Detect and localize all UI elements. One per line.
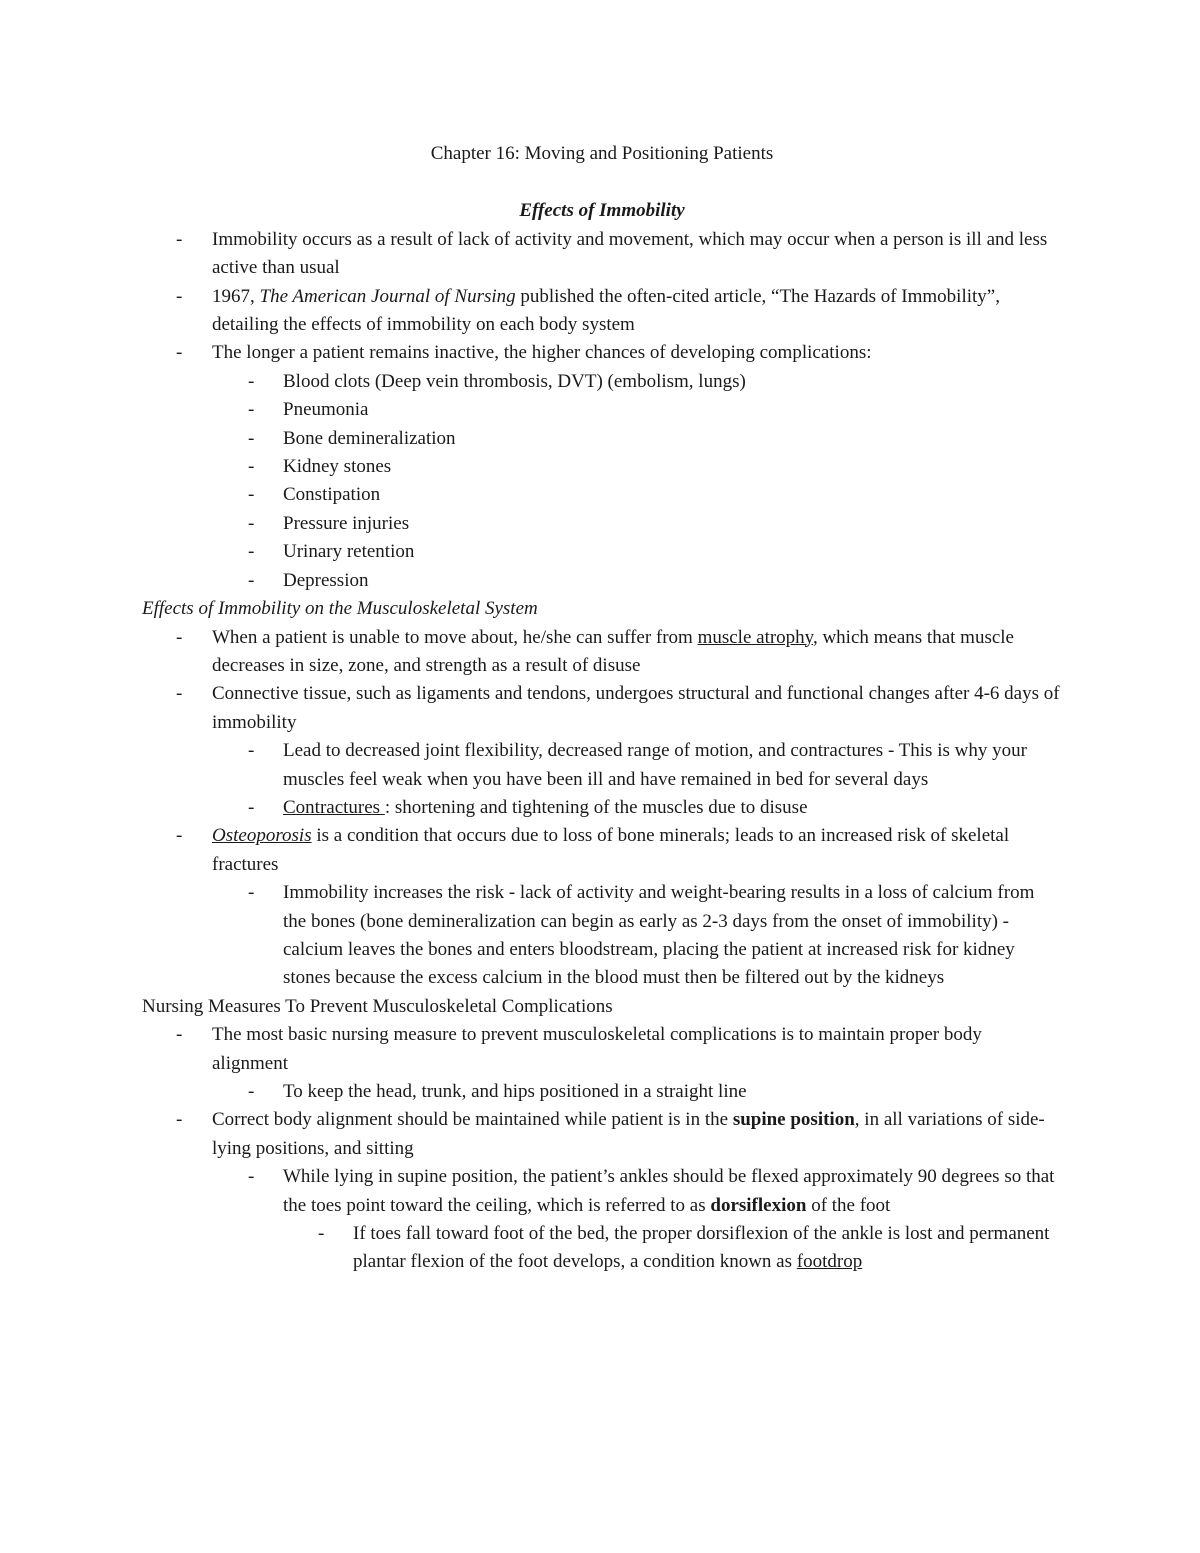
bullet-dash: - [248,1081,255,1102]
list-item: - Immobility occurs as a result of lack of activity and movement, which may occur when a person is ill and less active than usual [142,226,1062,283]
bullet-dash: - [248,569,255,591]
sub-list-item: - Immobility increases the risk - lack of activity and weight-bearing results in a loss of calcium from the bones (bone demineralization can begin as early as 2-3 days from the onset of immobility) - calcium leaves the bones and enters bloodstream, placing the patient at increased risk for kidney stones because the excess calcium in the blood must then be filtered out by the kidneys [142,879,1062,993]
list-item: - Osteoporosis is a condition that occurs due to loss of bone minerals; leads to an increased risk of skeletal fractures [142,822,1062,879]
list-item: - Correct body alignment should be maintained while patient is in the supine position, in all variations of side-lying positions, and sitting [142,1106,1062,1163]
bullet-dash: - [176,825,183,847]
sub-list-item: - To keep the head, trunk, and hips positioned in a straight line [142,1078,1062,1106]
term-dorsiflexion: dorsiflexion [710,1194,807,1216]
term-osteoporosis: Osteoporosis [212,825,312,847]
section-heading-musculoskeletal: Effects of Immobility on the Musculoskeletal System [142,598,538,620]
bullet-dash: - [248,1166,255,1188]
list-item: - Connective tissue, such as ligaments and tendons, undergoes structural and functional changes after 4-6 days of immobility [142,680,1062,737]
term-contractures: Contractures [283,796,385,818]
bullet-dash: - [176,1024,183,1046]
bullet-dash: - [176,1109,183,1131]
document-body [142,140,1062,1277]
sub-list-item: - Blood clots (Deep vein thrombosis, DVT) (embolism, lungs) [142,368,1062,396]
bullet-dash: - [248,456,255,478]
sub-list-item: - Depression [142,567,1062,595]
bullet-dash: - [176,683,183,705]
sub-list-item: - Constipation [142,481,1062,509]
section-heading-effects-of-immobility: Effects of Immobility [519,200,685,222]
section-heading-nursing-measures: Nursing Measures To Prevent Musculoskeletal Complications [142,995,613,1017]
bullet-dash: - [318,1223,325,1245]
bullet-dash: - [176,228,183,250]
list-item: - When a patient is unable to move about, he/she can suffer from muscle atrophy, which means that muscle decreases in size, zone, and strength as a result of disuse [142,624,1062,681]
bullet-dash: - [248,796,255,818]
bullet-dash: - [248,541,255,563]
term-footdrop: footdrop [796,1251,863,1273]
sub-list-item: - Contractures : shortening and tightening of the muscles due to disuse [142,794,1062,822]
list-item: - 1967, The American Journal of Nursing published the often-cited article, “The Hazards of Immobility”, detailing the effects of immobility on each body system [142,283,1062,340]
sub-list-item: - Kidney stones [142,453,1062,481]
bullet-dash: - [248,399,255,421]
term-muscle-atrophy: muscle atrophy [697,626,813,648]
bullet-dash: - [176,285,183,307]
page-title: Chapter 16: Moving and Positioning Patients [430,143,774,164]
bullet-dash: - [176,626,183,648]
list-item: - The most basic nursing measure to prevent musculoskeletal complications is to maintain proper body alignment [142,1021,1062,1078]
bullet-dash: - [248,882,255,904]
sub-list-item: - Bone demineralization [142,425,1062,453]
sub-sub-list-item: - If toes fall toward foot of the bed, the proper dorsiflexion of the ankle is lost and permanent plantar flexion of the foot develops, a condition known as footdrop [142,1220,1062,1277]
list-item: - The longer a patient remains inactive, the higher chances of developing complications: [142,339,1062,367]
bullet-dash: - [176,342,183,364]
journal-title: The American Journal of Nursing [259,285,516,307]
term-supine-position: supine position [732,1109,855,1131]
bullet-dash: - [248,512,255,534]
bullet-dash: - [248,370,255,392]
bullet-dash: - [248,427,255,449]
sub-list-item: - While lying in supine position, the patient’s ankles should be flexed approximately 90 degrees so that the toes point toward the ceiling, which is referred to as dorsiflexion of the foot [142,1163,1062,1220]
sub-list-item: - Urinary retention [142,538,1062,566]
sub-list-item: - Pressure injuries [142,510,1062,538]
bullet-dash: - [248,484,255,506]
bullet-dash: - [248,740,255,762]
sub-list-item: - Pneumonia [142,396,1062,424]
sub-list-item: - Lead to decreased joint flexibility, decreased range of motion, and contractures - This is why your muscles feel weak when you have been ill and have remained in bed for several days [142,737,1062,794]
